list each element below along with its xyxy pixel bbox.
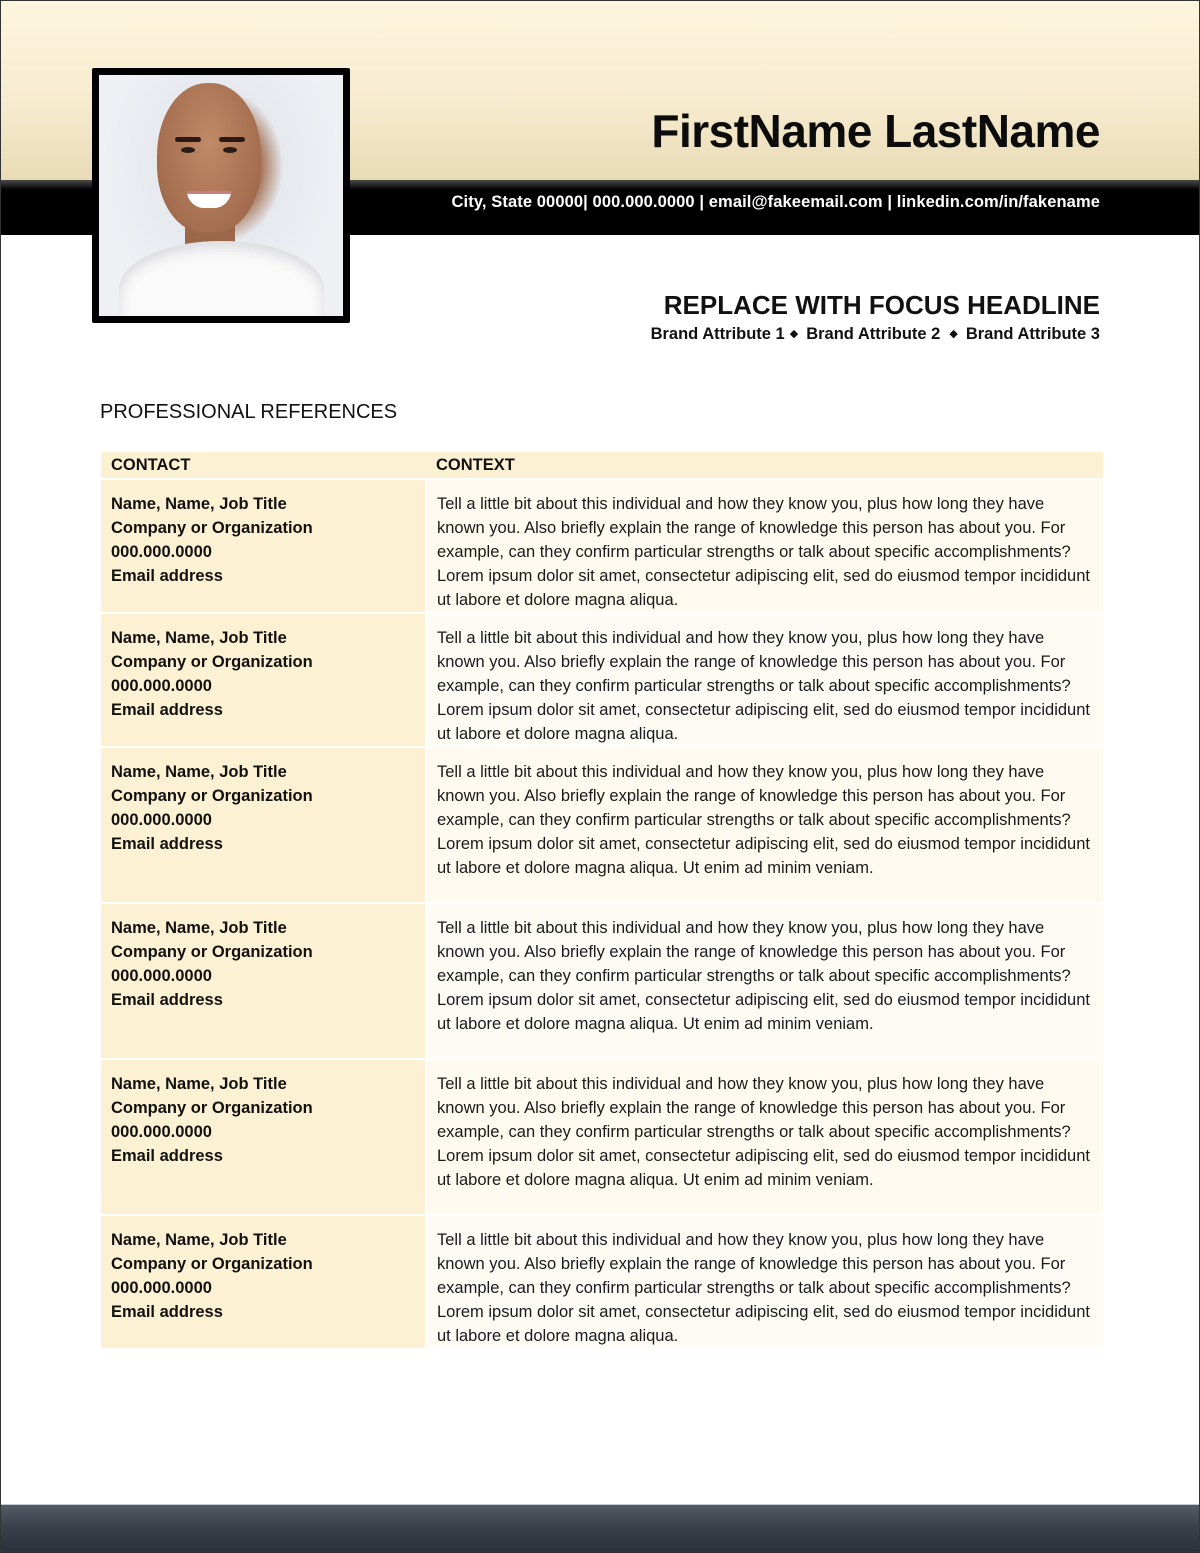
brand-attribute-1: Brand Attribute 1 xyxy=(650,325,785,343)
context-cell: Tell a little bit about this individual and how they know you, plus how long they have known you. Also briefly explain the range of knowledge this person has about you. For example, can they confirm particular strengths or talk about specific accomplishments? Lorem ipsum dolor sit amet, consectetur adipiscing elit, sed do eiusmod tempor incididunt ut labore et dolore magna aliqua. Ut enim ad minim veniam. xyxy=(426,903,1103,1059)
contact-cell xyxy=(101,903,426,1059)
reference-email: Email address xyxy=(111,1303,223,1321)
section-title: PROFESSIONAL REFERENCES xyxy=(100,401,398,423)
focus-headline: REPLACE WITH FOCUS HEADLINE xyxy=(663,290,1100,320)
candidate-name: FirstName LastName xyxy=(651,105,1100,157)
diamond-icon: ◆ xyxy=(789,328,799,340)
context-cell: Tell a little bit about this individual and how they know you, plus how long they have known you. Also briefly explain the range of knowledge this person has about you. For example, can they confirm particular strengths or talk about specific accomplishments? Lorem ipsum dolor sit amet, consectetur adipiscing elit, sed do eiusmod tempor incididunt ut labore et dolore magna aliqua. xyxy=(426,613,1103,747)
table-row xyxy=(101,613,1103,747)
reference-phone: 000.000.0000 xyxy=(111,677,212,695)
reference-name: Name, Name, Job Title xyxy=(111,495,287,513)
table-row xyxy=(101,1059,1103,1215)
reference-company: Company or Organization xyxy=(111,1255,313,1273)
context-cell: Tell a little bit about this individual and how they know you, plus how long they have known you. Also briefly explain the range of knowledge this person has about you. For example, can they confirm particular strengths or talk about specific accomplishments? Lorem ipsum dolor sit amet, consectetur adipiscing elit, sed do eiusmod tempor incididunt ut labore et dolore magna aliqua. xyxy=(426,1215,1103,1349)
reference-email: Email address xyxy=(111,567,223,585)
reference-phone: 000.000.0000 xyxy=(111,1279,212,1297)
brand-attribute-2: Brand Attribute 2 xyxy=(806,325,941,343)
reference-company: Company or Organization xyxy=(111,1099,313,1117)
contact-cell xyxy=(101,1215,426,1349)
contact-info: City, State 00000| 000.000.0000 | email@fakeemail.com | linkedin.com/in/fakename xyxy=(451,193,1100,211)
reference-email: Email address xyxy=(111,835,223,853)
reference-email: Email address xyxy=(111,991,223,1009)
footer-bar xyxy=(0,1504,1200,1553)
table-row xyxy=(101,1215,1103,1349)
reference-email: Email address xyxy=(111,1147,223,1165)
column-header-contact: CONTACT xyxy=(101,452,426,479)
reference-company: Company or Organization xyxy=(111,653,313,671)
contact-cell xyxy=(101,747,426,903)
brand-attributes xyxy=(651,325,1100,344)
reference-name: Name, Name, Job Title xyxy=(111,919,287,937)
portrait-photo xyxy=(99,75,343,316)
contact-cell xyxy=(101,1059,426,1215)
diamond-icon: ◆ xyxy=(949,328,958,340)
table-row xyxy=(101,747,1103,903)
reference-company: Company or Organization xyxy=(111,787,313,805)
table-header-row xyxy=(101,452,1103,479)
context-cell: Tell a little bit about this individual and how they know you, plus how long they have known you. Also briefly explain the range of knowledge this person has about you. For example, can they confirm particular strengths or talk about specific accomplishments? Lorem ipsum dolor sit amet, consectetur adipiscing elit, sed do eiusmod tempor incididunt ut labore et dolore magna aliqua. Ut enim ad minim veniam. xyxy=(426,1059,1103,1215)
context-cell: Tell a little bit about this individual and how they know you, plus how long they have known you. Also briefly explain the range of knowledge this person has about you. For example, can they confirm particular strengths or talk about specific accomplishments? Lorem ipsum dolor sit amet, consectetur adipiscing elit, sed do eiusmod tempor incididunt ut labore et dolore magna aliqua. Ut enim ad minim veniam. xyxy=(426,747,1103,903)
reference-name: Name, Name, Job Title xyxy=(111,1075,287,1093)
table-row xyxy=(101,903,1103,1059)
reference-company: Company or Organization xyxy=(111,943,313,961)
reference-name: Name, Name, Job Title xyxy=(111,1231,287,1249)
reference-phone: 000.000.0000 xyxy=(111,967,212,985)
contact-cell xyxy=(101,613,426,747)
reference-name: Name, Name, Job Title xyxy=(111,629,287,647)
contact-cell xyxy=(101,479,426,613)
references-table xyxy=(101,452,1103,1350)
context-cell: Tell a little bit about this individual and how they know you, plus how long they have known you. Also briefly explain the range of knowledge this person has about you. For example, can they confirm particular strengths or talk about specific accomplishments? Lorem ipsum dolor sit amet, consectetur adipiscing elit, sed do eiusmod tempor incididunt ut labore et dolore magna aliqua. xyxy=(426,479,1103,613)
photo-frame xyxy=(92,68,350,323)
table-row xyxy=(101,479,1103,613)
reference-phone: 000.000.0000 xyxy=(111,543,212,561)
reference-phone: 000.000.0000 xyxy=(111,1123,212,1141)
column-header-context: CONTEXT xyxy=(426,452,1103,479)
reference-phone: 000.000.0000 xyxy=(111,811,212,829)
brand-attribute-3: Brand Attribute 3 xyxy=(965,325,1100,343)
reference-email: Email address xyxy=(111,701,223,719)
reference-company: Company or Organization xyxy=(111,519,313,537)
reference-name: Name, Name, Job Title xyxy=(111,763,287,781)
